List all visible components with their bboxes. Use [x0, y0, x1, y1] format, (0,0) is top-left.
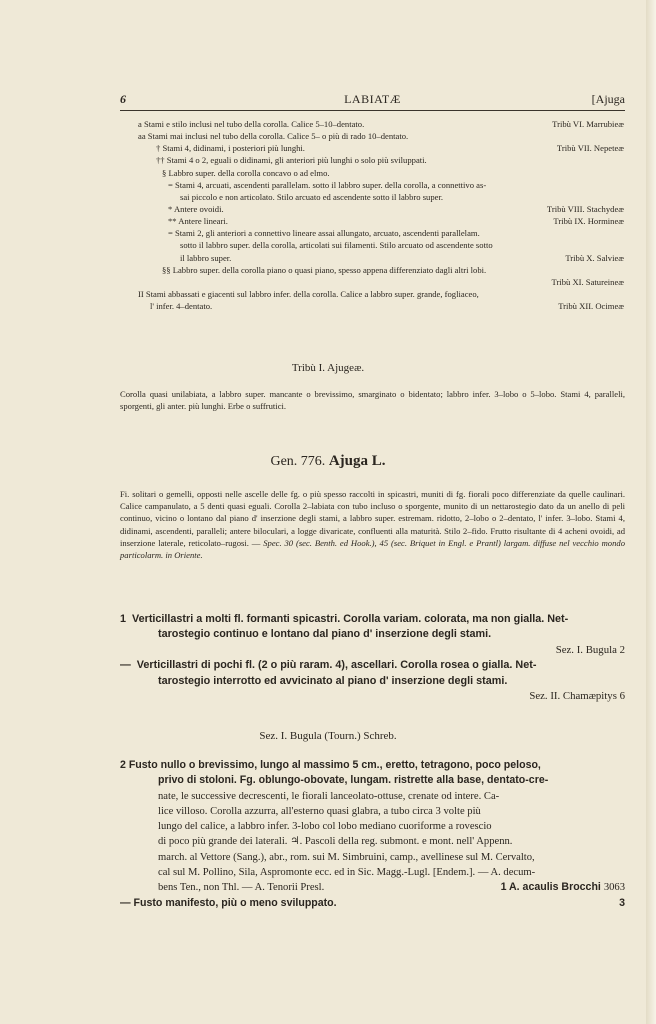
key-line-text: §§ Labbro super. della corolla piano o quasi piano, spesso appena differenziato dagli altri lobi.: [162, 264, 487, 275]
genus-heading: [0, 453, 656, 470]
key-line: [138, 215, 624, 227]
key-line: [138, 227, 624, 239]
species-line: bens Ten., non Thl. — A. Tenorii Presl. 1 A. acaulis Brocchi 3063: [120, 880, 625, 895]
key-item-2-cont: tarostegio interrotto ed avvicinato al piano d' inserzione degli stami.: [158, 674, 508, 687]
species-name: 1 A. acaulis Brocchi 3063: [500, 881, 625, 894]
key-line-tribe: Tribù VII. Nepeteæ: [556, 143, 624, 154]
genus-description: [120, 488, 625, 561]
key-line: [138, 252, 624, 264]
key-line: [138, 179, 624, 191]
key-line: [138, 154, 624, 166]
key-line-text: = Stami 2, gli anteriori a connettivo lineare assai allungato, arcuato, ascendenti parallelam.: [168, 228, 480, 239]
running-genus: [Ajuga: [591, 92, 625, 106]
key-line: [138, 142, 624, 154]
key-line: [138, 167, 624, 179]
key-line: [138, 118, 624, 130]
key-line-text: * Antere ovoidi.: [168, 203, 224, 214]
key-item-2-ref: Sez. II. Chamæpitys 6: [529, 690, 625, 703]
key-line-text: sai piccolo e non articolato. Stilo arcuato ed ascendente sotto il labbro super.: [180, 191, 443, 202]
header-rule: [120, 110, 625, 111]
species-line: privo di stoloni. Fg. oblungo-obovate, lungam. ristrette alla base, dentato-cre-: [158, 774, 549, 787]
tribe-key: [138, 118, 624, 312]
key-line-tribe: Tribù XI. Satureineæ: [551, 276, 624, 287]
key-line-text: † Stami 4, didinami, i posteriori più lunghi.: [156, 143, 305, 154]
key-line-text: II Stami abbassati e giacenti sul labbro infer. della corolla. Calice a labbro super. grande, fogliaceo,: [138, 288, 479, 299]
running-title: LABIATÆ: [344, 92, 401, 106]
key-line: [138, 130, 624, 142]
key-item-1: [120, 612, 625, 627]
section-heading: Sez. I. Bugula (Tourn.) Schreb.: [259, 730, 397, 742]
genus-name: Ajuga L.: [328, 453, 386, 469]
key-item-2: [120, 658, 625, 673]
species-line: cal sul M. Pollino, Sila, Aspromonte ecc. ed in Sic. Magg.-Lugl. [Endem.]. — A. decum-: [158, 867, 536, 879]
key-line-text: l' infer. 4–dentato.: [150, 301, 213, 312]
genus-description-text: Fi. solitari o gemelli, opposti nelle ascelle delle fg. o più spesso raccolti in spicastri, muniti di fg. fiorali poco differenziate da quelle caulinari. Calice campanulato, a 5 denti quasi eguali. Corolla 2–labiata con tubo incluso o sporgente, munito di un nettarostegio dato da un anello di peli continuo, vicino o lontano dal piano d' inserzione degli stami, a labbro super. estremam. ridotto, 2–lobo o 2–dentato, l' infer. 3–lobo. Stami 4, didinami, ascendenti, paralleli; antere biloculari, a logge divaricate, confluenti alla maturità. Stilo 2–fido. Frutto risultante di 4 acheni ovoidi, ad inserzione laterale, reticolato–rugosi. —: [120, 489, 625, 548]
running-header: [120, 92, 625, 108]
key-line-text: § Labbro super. della corolla concavo o ad elmo.: [162, 167, 330, 178]
key-line-tribe: Tribù X. Salvieæ: [565, 252, 624, 263]
key-line-text: sotto il labbro super. della corolla, articolati sui filamenti. Stilo arcuato od ascendente sotto: [180, 240, 493, 251]
species-line: march. al Vettore (Sang.), abr., rom. sui M. Simbruini, camp., avellinese sul M. Cervalto,: [158, 851, 535, 863]
key-line: [138, 191, 624, 203]
key-item-1-ref: Sez. I. Bugula 2: [555, 643, 625, 656]
species-entry: [120, 758, 625, 911]
key-item-dash: —: [120, 659, 131, 672]
key-line-text: ** Antere lineari.: [168, 216, 228, 227]
section-key: [120, 612, 625, 704]
key-item-number: 1: [120, 613, 127, 625]
key-line-tribe: Tribù XII. Ocimeæ: [558, 301, 624, 312]
key-item-text: Verticillastri di pochi fl. (2 o più raram. 4), ascellari. Corolla rosea o gialla. Net-: [136, 659, 537, 672]
species-line: nate, le successive decrescenti, le fiorali lanceolato-ottuse, crenate od intere. Ca-: [158, 790, 500, 802]
species-line: lungo del calice, a labbro infer. 3-lobo col lobo mediano cuoriforme a rovescio: [158, 821, 492, 833]
genus-species-note: Spec. 30 (sec. Benth. ed Hook.), 45 (sec. Briquet in Engl. e Prantl) largam. diffuse nel vecchio mondo particolarm. in Oriente.: [120, 537, 625, 561]
key-line: [138, 300, 624, 312]
key-line-tribe: Tribù IX. Hormineæ: [553, 216, 624, 227]
key-line-tribe: Tribù VI. Marrubieæ: [552, 119, 624, 129]
page-edge: [646, 0, 656, 1024]
key-line: [138, 288, 624, 300]
key-item-text: Verticillastri a molti fl. formanti spicastri. Corolla variam. colorata, ma non gialla. Net-: [132, 613, 569, 625]
key-line: [138, 239, 624, 251]
species-alt-line: — Fusto manifesto, più o meno sviluppato. 3: [120, 896, 625, 911]
key-line-text: = Stami 4, arcuati, ascendenti parallelam. sotto il labbro super. della corolla, a connettivo as-: [168, 179, 487, 190]
species-line: lice villoso. Corolla azzurra, all'esterno quasi glabra, a tubo circa 3 volte più: [158, 805, 481, 817]
key-line: [138, 276, 624, 288]
page-number: 6: [120, 92, 126, 106]
key-line: [138, 264, 624, 276]
key-line: [138, 203, 624, 215]
key-line-text: a Stami e stilo inclusi nel tubo della corolla. Calice 5–10–dentato.: [138, 119, 365, 129]
tribe-heading: Tribù I. Ajugeæ.: [291, 362, 365, 374]
species-alt-ref: 3: [619, 896, 625, 909]
genus-number: Gen. 776.: [270, 454, 326, 469]
key-line-tribe: Tribù VIII. Stachydeæ: [546, 203, 624, 214]
key-line-text: aa Stami mai inclusi nel tubo della corolla. Calice 5– o più di rado 10–dentato.: [138, 131, 409, 142]
tribe-description: Corolla quasi unilabiata, a labbro super. mancante o brevissimo, smarginato o bidentato; labbro infer. 3–lobo o 5–lobo. Stami 4, paralleli, sporgenti, gli anter. più lunghi. Erbe o suffrutici.: [120, 389, 625, 412]
species-line: 2 Fusto nullo o brevissimo, lungo al massimo 5 cm., eretto, tetragono, poco peloso,: [120, 759, 541, 771]
key-line-text: †† Stami 4 o 2, eguali o didinami, gli anteriori più lunghi o solo più sviluppati.: [156, 155, 427, 166]
species-number: 3063: [603, 882, 625, 894]
species-line: di poco più grande dei laterali. ♃. Pascoli della reg. submont. e mont. nell' Appenn.: [158, 836, 513, 848]
key-item-1-cont: tarostegio continuo e lontano dal piano d' inserzione degli stami.: [158, 628, 492, 641]
key-line-text: il labbro super.: [180, 252, 232, 263]
